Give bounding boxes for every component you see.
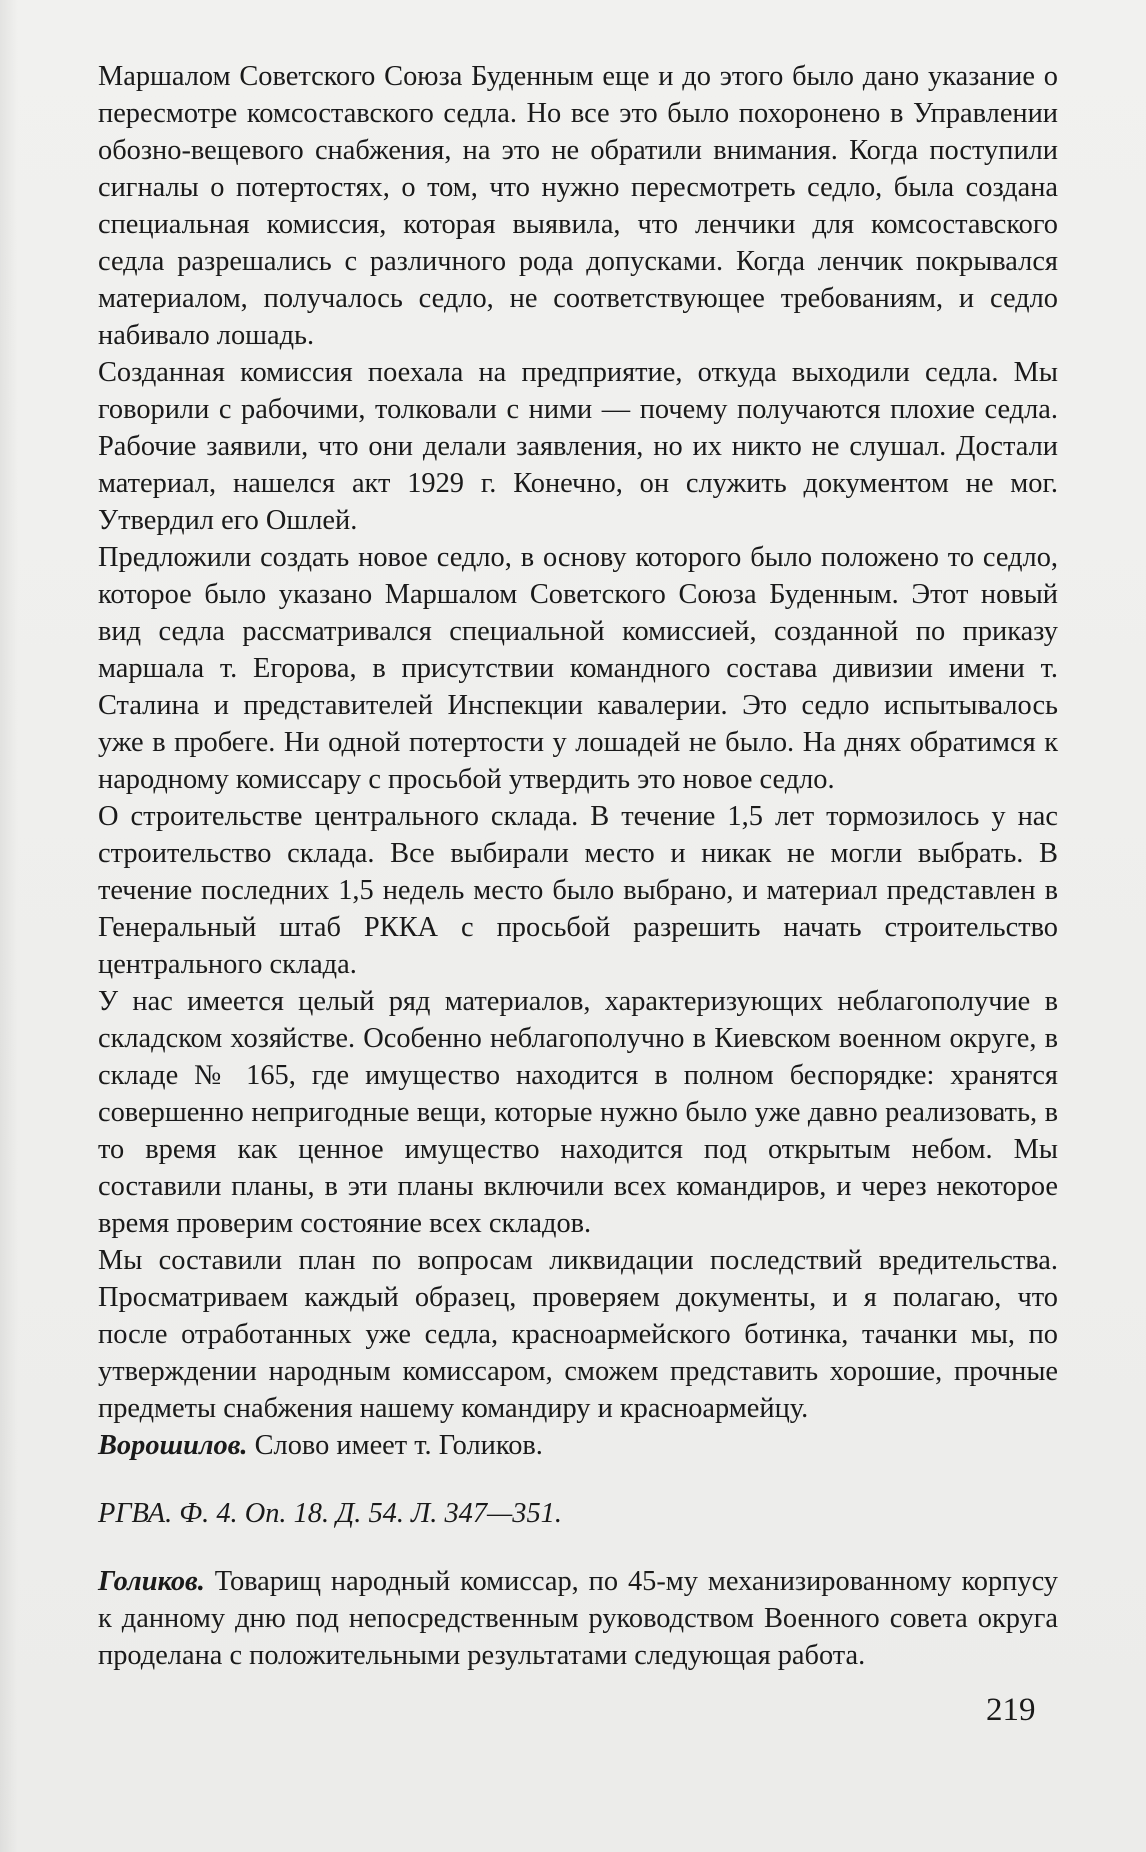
speaker-golikov: Голиков. (98, 1566, 205, 1597)
body-text (98, 58, 1058, 1674)
golikov-remark (98, 1563, 1058, 1674)
voroshilov-text: Слово имеет т. Голиков. (247, 1430, 543, 1461)
paragraph-commission: Созданная комиссия поехала на предприятие, откуда выходили седла. Мы говорили с рабочими, толковали с ними — почему получаются плохие седла. Рабочие заявили, что они делали заявления, но их никто не слушал. Достали материал, нашелся акт 1929 г. Конечно, он служить документом не мог. Утвердил его Ошлей. (98, 357, 1058, 536)
speaker-voroshilov: Ворошилов. (98, 1430, 248, 1461)
archive-reference: РГВА. Ф. 4. Оп. 18. Д. 54. Л. 347—351. (98, 1498, 562, 1529)
golikov-text: Товарищ народный комиссар, по 45-му механизированному корпусу к данному дню под непосредственным руководством Военного совета округа проделана с положительными результатами следующая работа. (98, 1566, 1058, 1671)
paragraph-saddle-review: Маршалом Советского Союза Буденным еще и до этого было дано указание о пересмотре комсоставского седла. Но все это было похоронено в Управлении обозно-вещевого снабжения, на это не обратили внимания. Когда поступили сигналы о потертостях, о том, что нужно пересмотреть седло, была создана специальная комиссия, которая выявила, что ленчики для комсоставского седла разрешались с различного рода допусками. Когда ленчик покрывался материалом, получалось седло, не соответствующее требованиям, и седло набивало лошадь. (98, 61, 1058, 351)
paragraph-new-saddle: Предложили создать новое седло, в основу которого было положено то седло, которое было указано Маршалом Советского Союза Буденным. Этот новый вид седла рассматривался специальной комиссией, созданной по приказу маршала т. Егорова, в присутствии командного состава дивизии имени т. Сталина и представителей Инспекции кавалерии. Это седло испытывалось уже в пробеге. Ни одной потертости у лошадей не было. На днях обратимся к народному комиссару с просьбой утвердить это новое седло. (98, 542, 1058, 795)
paragraph-sabotage-plan: Мы составили план по вопросам ликвидации последствий вредительства. Просматриваем каждый образец, проверяем документы, и я полагаю, что после отработанных уже седла, красноармейского ботинка, тачанки мы, по утверждении народным комиссаром, сможем представить хорошие, прочные предметы снабжения нашему командиру и красноармейцу. (98, 1245, 1058, 1424)
page-number: 219 (986, 1692, 1036, 1728)
paragraph-warehouse-problems: У нас имеется целый ряд материалов, характеризующих неблагополучие в складском хозяйстве. Особенно неблагополучно в Киевском военном округе, в складе № 165, где имущество находится в полном беспорядке: хранятся совершенно непригодные вещи, которые нужно было уже давно реализовать, в то время как ценное имущество находится под открытым небом. Мы составили планы, в эти планы включили всех командиров, и через некоторое время проверим состояние всех складов. (98, 986, 1058, 1239)
paragraph-central-warehouse: О строительстве центрального склада. В течение 1,5 лет тормозилось у нас строительство склада. Все выбирали место и никак не могли выбрать. В течение последних 1,5 недель место было выбрано, и материал представлен в Генеральный штаб РККА с просьбой разрешить начать строительство центрального склада. (98, 801, 1058, 980)
voroshilov-remark (98, 1427, 1058, 1464)
